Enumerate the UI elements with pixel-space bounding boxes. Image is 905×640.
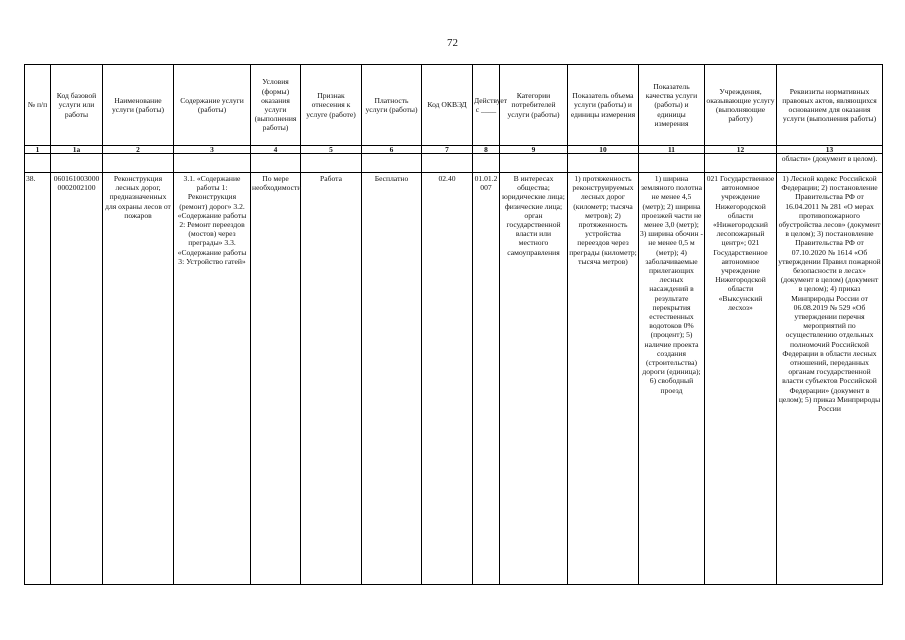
empty-cell xyxy=(25,154,51,173)
empty-cell xyxy=(301,154,362,173)
empty-cell xyxy=(51,154,103,173)
row-number: 38. xyxy=(25,173,51,585)
valid-from-date: 01.01.2007 xyxy=(473,173,500,585)
header-cell: Условия (формы) оказания услуги (выполнения работы) xyxy=(251,65,301,146)
service-content: 3.1. «Содержание работы 1: Реконструкция (ремонт) дорог» 3.2. «Содержание работы 2: Ремонт переездов (мостов) через преграды» 3.3. «Содержание работы 3: Устройство гатей» xyxy=(174,173,251,585)
quality-indicator: 1) ширина земляного полотна не менее 4,5 (метр); 2) ширина проезжей части не менее 3,0 (метр); 3) ширина обочин - не менее 0,5 м (метр); 4) заболачиваемые прилегающих лесных насаждений в результате перекрытия естественных водотоков 0% (процент); 5) наличие проекта создания (строительства) дороги (единица); 6) свободный проезд xyxy=(639,173,705,585)
service-payment: Бесплатно xyxy=(362,173,422,585)
column-number: 11 xyxy=(639,146,705,154)
service-conditions: По мере необходимости xyxy=(251,173,301,585)
empty-cell xyxy=(500,154,568,173)
header-cell: № п/п xyxy=(25,65,51,146)
empty-cell xyxy=(422,154,473,173)
consumer-categories: В интересах общества; юридические лица; физические лица; орган государственной власти или местного самоуправления xyxy=(500,173,568,585)
empty-cell xyxy=(103,154,174,173)
service-name: Реконструкция лесных дорог, предназначенных для охраны лесов от пожаров xyxy=(103,173,174,585)
column-number: 2 xyxy=(103,146,174,154)
okved-code: 02.40 xyxy=(422,173,473,585)
column-number: 12 xyxy=(705,146,777,154)
service-code: 0601610030000002002100 xyxy=(51,173,103,585)
header-cell: Платность услуги (работы) xyxy=(362,65,422,146)
continuation-text: области» (документ в целом). xyxy=(777,154,883,173)
header-cell: Показатель качества услуги (работы) и единицы измерения xyxy=(639,65,705,146)
column-number: 9 xyxy=(500,146,568,154)
table-row xyxy=(25,173,883,585)
empty-cell xyxy=(473,154,500,173)
legal-acts: 1) Лесной кодекс Российской Федерации; 2) постановление Правительства РФ от 16.04.2011 № 281 «О мерах противопожарного обустройства лесов» (документ в целом); 3) постановление Правительства РФ от 07.10.2020 № 1614 «Об утверждении Правил пожарной безопасности в лесах» (документ в целом) (документ в целом); 4) приказ Минприроды России от 06.08.2019 № 529 «Об утверждении перечня мероприятий по осуществлению отдельных полномочий Российской Федерации в области лесных отношений, переданных органам государственной власти субъектов Российской Федерации» (документ в целом); 5) приказ Минприроды России xyxy=(777,173,883,585)
empty-cell xyxy=(568,154,639,173)
column-number: 1а xyxy=(51,146,103,154)
header-cell: Код базовой услуги или работы xyxy=(51,65,103,146)
header-cell: Признак отнесения к услуге (работе) xyxy=(301,65,362,146)
volume-indicator: 1) протяженность реконструируемых лесных дорог (километр; тысяча метров); 2) протяженность устройства переездов через преграды (километр; тысяча метров) xyxy=(568,173,639,585)
header-cell: Код ОКВЭД xyxy=(422,65,473,146)
header-cell: Учреждения, оказывающие услугу (выполняющие работу) xyxy=(705,65,777,146)
page-number: 72 xyxy=(447,37,458,49)
column-number: 7 xyxy=(422,146,473,154)
column-number: 6 xyxy=(362,146,422,154)
column-number: 4 xyxy=(251,146,301,154)
empty-cell xyxy=(705,154,777,173)
header-cell: Реквизиты нормативных правовых актов, являющихся основанием для оказания услуги (выполнения работы) xyxy=(777,65,883,146)
header-cell: Наименование услуги (работы) xyxy=(103,65,174,146)
header-cell: Категории потребителей услуги (работы) xyxy=(500,65,568,146)
header-row xyxy=(25,65,883,146)
service-attribute: Работа xyxy=(301,173,362,585)
column-number: 1 xyxy=(25,146,51,154)
column-number: 13 xyxy=(777,146,883,154)
empty-cell xyxy=(174,154,251,173)
header-cell: Показатель объема услуги (работы) и единицы измерения xyxy=(568,65,639,146)
header-cell: Содержание услуги (работы) xyxy=(174,65,251,146)
header-cell: Действует с ____ xyxy=(473,65,500,146)
column-number: 8 xyxy=(473,146,500,154)
column-number-row xyxy=(25,146,883,154)
empty-cell xyxy=(251,154,301,173)
institutions: 021 Государственное автономное учреждение Нижегородской области «Нижегородский лесопожарный центр»; 021 Государственное автономное учреждение Нижегородской области «Выксунский лесхоз» xyxy=(705,173,777,585)
column-number: 5 xyxy=(301,146,362,154)
column-number: 3 xyxy=(174,146,251,154)
empty-cell xyxy=(362,154,422,173)
empty-cell xyxy=(639,154,705,173)
continuation-row xyxy=(25,154,883,173)
column-number: 10 xyxy=(568,146,639,154)
services-table xyxy=(24,64,883,585)
